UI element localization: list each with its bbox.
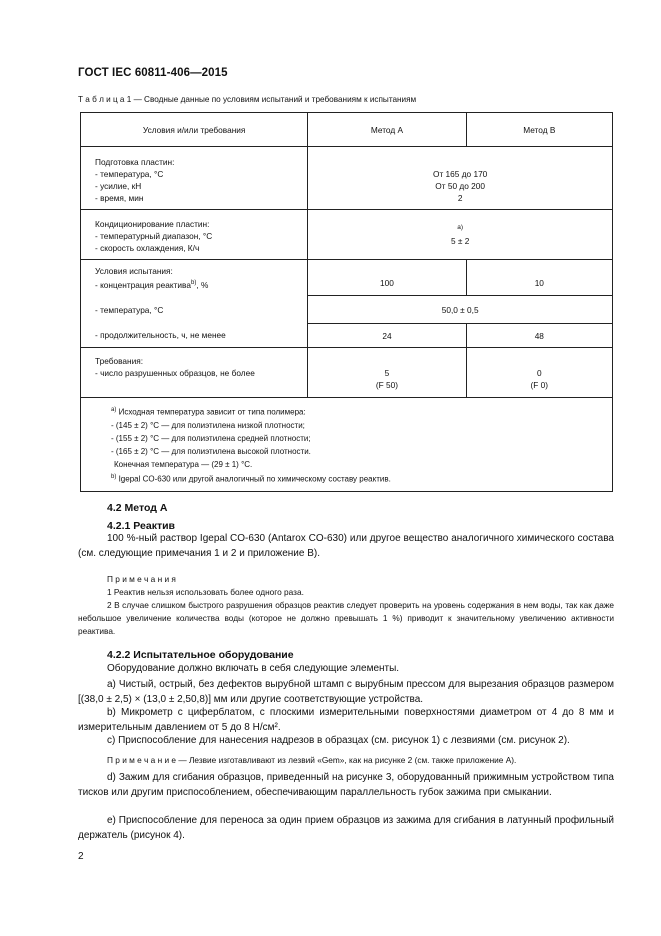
row-temp <box>81 296 613 324</box>
duration-method-b: 48 <box>466 324 612 348</box>
item-d: d) Зажим для сгибания образцов, приведенный на рисунке 3, оборудованный прижимным устройством типа тисков или другим приспособлением, обеспечивающим параллельность губок зажима при смыкании. <box>78 772 614 798</box>
conc-label: Условия испытания: - концентрация реактива$^{b)}$, % <box>81 260 308 296</box>
requirements-method-a: 5 (F 50) <box>308 348 466 398</box>
plate-cond-label: Кондиционирование пластин: - температурный диапазон, °C - скорость охлаждения, К/ч <box>81 210 308 260</box>
notes-title: П р и м е ч а н и я <box>107 574 176 584</box>
temp-value: 50,0 ± 0,5 <box>308 296 613 324</box>
col-header-method-a: Метод А <box>308 113 466 147</box>
note-1: 1 Реактив нельзя использовать более одного раза. <box>107 587 304 597</box>
blade-note: П р и м е ч а н и е — Лезвие изготавливают из лезвий «Gem», как на рисунке 2 (см. также приложение А). <box>107 755 517 765</box>
section-4-2-1-heading: 4.2.1 Реактив <box>107 520 175 532</box>
table-footnotes: $^{a)}$ Исходная температура зависит от типа полимера: - (145 ± 2) °C — для полиэтилена низкой плотности; - (155 ± 2) °C — для полиэтилена средней плотности; - (165 ± 2) °C — для полиэтилена высокой плотности. Конечная температура — (29 ± 1) °C. $^{b)}$ Igepal CO-630 или другой аналогичный по химическому составу реактив. <box>81 398 613 492</box>
row-plate-prep <box>81 147 613 210</box>
table-header-row <box>81 113 613 147</box>
requirements-label: Требования: - число разрушенных образцов, не более <box>81 348 308 398</box>
plate-cond-values: a) 5 ± 2 <box>308 210 613 260</box>
page-number: 2 <box>78 851 84 862</box>
item-e: е) Приспособление для переноса за один прием образцов из зажима для сгибания в латунный профильный держатель (рисунок 4). <box>78 815 614 841</box>
conc-method-a: 100 <box>308 260 466 296</box>
duration-label: - продолжительность, ч, не менее <box>81 324 308 348</box>
item-b: b) Микрометр с циферблатом, с плоскими измерительными поверхностями диаметром от 4 до 8 мм и измерительным давлением от 5 до 8 Н/см². <box>78 707 614 733</box>
col-header-conditions: Условия и/или требования <box>81 113 308 147</box>
row-footnotes <box>81 398 613 492</box>
plate-prep-label: Подготовка пластин: - температура, °C - усилие, кН - время, мин <box>81 147 308 210</box>
table-caption: Т а б л и ц а 1 — Сводные данные по условиям испытаний и требованиям к испытаниям <box>78 95 417 104</box>
item-a: а) Чистый, острый, без дефектов вырубной штамп с вырубным прессом для вырезания образцов размером [(38,0 ± 2,5) × (13,0 ± 2,50,8)] мм или другие соответствующие устройства. <box>78 679 614 705</box>
equipment-intro: Оборудование должно включать в себя следующие элементы. <box>107 663 400 674</box>
reagent-paragraph: 100 %-ный раствор Igepal CO-630 (Antarox CO-630) или другое вещество аналогичного химического состава (см. следующие примечания 1 и 2 и приложение В). <box>78 533 614 559</box>
document-header: ГОСТ IEC 60811-406—2015 <box>78 67 228 79</box>
row-requirements <box>81 348 613 398</box>
row-conc <box>81 260 613 296</box>
row-duration <box>81 324 613 348</box>
plate-prep-values: От 165 до 170 От 50 до 200 2 <box>308 147 613 210</box>
note-2: 2 В случае слишком быстрого разрушения образцов реактив следует проверить на уровень содержания в нем воды, так как даже небольшое увеличение количества воды (которое не должно превышать 1 %) приводит к значительному увеличению активности реактива. <box>78 600 614 636</box>
col-header-method-b: Метод В <box>466 113 612 147</box>
section-4-2-2-heading: 4.2.2 Испытательное оборудование <box>107 649 294 661</box>
conc-method-b: 10 <box>466 260 612 296</box>
section-4-2-heading: 4.2 Метод А <box>107 502 168 514</box>
summary-table <box>80 112 613 492</box>
requirements-method-b: 0 (F 0) <box>466 348 612 398</box>
duration-method-a: 24 <box>308 324 466 348</box>
item-c: с) Приспособление для нанесения надрезов в образцах (см. рисунок 1) с лезвиями (см. рисунок 2). <box>107 735 570 746</box>
row-plate-cond <box>81 210 613 260</box>
temp-label: - температура, °C <box>81 296 308 324</box>
